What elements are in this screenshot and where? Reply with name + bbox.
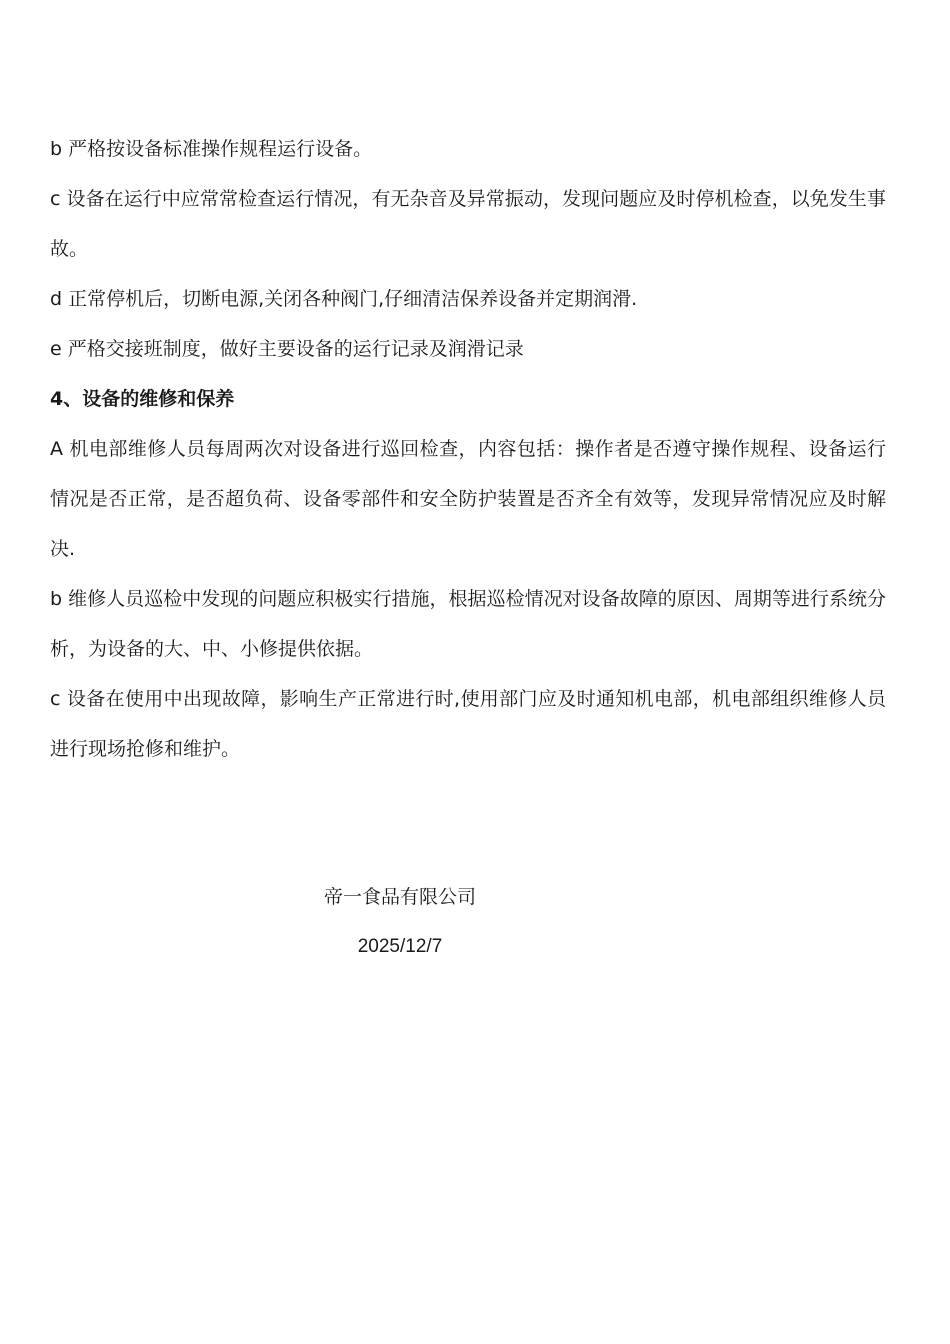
section-paragraph-a: A 机电部维修人员每周两次对设备进行巡回检查，内容包括：操作者是否遵守操作规程、设备运行情况是否正常，是否超负荷、设备零部件和安全防护装置是否齐全有效等，发现异常情况应及时解决.	[50, 438, 886, 560]
company-name: 帝一食品有限公司	[323, 886, 476, 908]
paragraph-e: e 严格交接班制度，做好主要设备的运行记录及润滑记录	[50, 338, 524, 360]
document-date: 2025/12/7	[357, 936, 443, 957]
section-heading: 4、设备的维修和保养	[50, 388, 235, 410]
paragraph-b: b 严格按设备标准操作规程运行设备。	[50, 138, 373, 160]
paragraph-d: d 正常停机后，切断电源,关闭各种阀门,仔细清洁保养设备并定期润滑.	[50, 288, 638, 310]
section-paragraph-b: b 维修人员巡检中发现的问题应积极实行措施，根据巡检情况对设备故障的原因、周期等进行系统分析，为设备的大、中、小修提供依据。	[50, 588, 886, 660]
document-body	[50, 124, 886, 774]
section-paragraph-c: c 设备在使用中出现故障，影响生产正常进行时,使用部门应及时通知机电部，机电部组织维修人员进行现场抢修和维护。	[50, 688, 886, 760]
paragraph-c: c 设备在运行中应常常检查运行情况，有无杂音及异常振动，发现问题应及时停机检查，以免发生事故。	[50, 188, 886, 260]
